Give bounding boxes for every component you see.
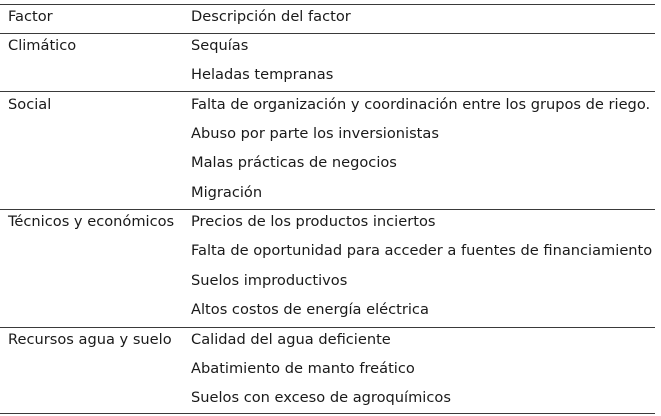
header-rule [0,33,655,34]
group-rule [0,91,655,92]
table-row: Heladas tempranas [191,66,334,83]
table-row: Malas prácticas de negocios [191,154,397,171]
table-row: Suelos improductivos [191,272,348,289]
table-row: Altos costos de energía eléctrica [191,301,429,318]
group-rule [0,327,655,328]
factor-social: Social [8,96,52,113]
table-row: Precios de los productos inciertos [191,213,436,230]
table-row: Abatimiento de manto freático [191,360,415,377]
table-top-rule [0,4,655,5]
table-row: Migración [191,184,263,201]
table-row: Falta de oportunidad para acceder a fuentes de financiamiento [191,242,653,259]
table-row: Abuso por parte los inversionistas [191,125,439,142]
header-factor: Factor [8,8,53,25]
table-bottom-rule [0,413,655,414]
group-rule [0,209,655,210]
factor-tecnicos-economicos: Técnicos y económicos [8,213,175,230]
factor-recursos-agua-suelo: Recursos agua y suelo [8,331,172,348]
factor-climatico: Climático [8,37,77,54]
header-description: Descripción del factor [191,8,351,25]
table-row: Sequías [191,37,249,54]
table-row: Suelos con exceso de agroquímicos [191,389,451,406]
table-row: Calidad del agua deficiente [191,331,391,348]
table-row: Falta de organización y coordinación entre los grupos de riego. [191,96,651,113]
